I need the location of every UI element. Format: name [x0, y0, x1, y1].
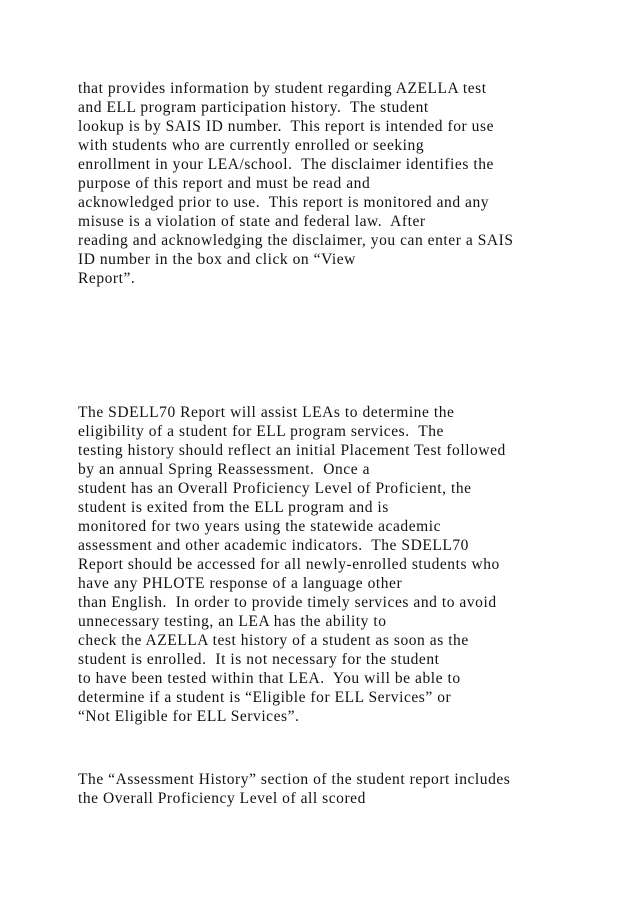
text-line: “Not Eligible for ELL Services”.	[78, 708, 300, 725]
text-line: misuse is a violation of state and federal law. After	[78, 213, 426, 230]
text-line: to have been tested within that LEA. You will be able to	[78, 670, 461, 687]
text-line: lookup is by SAIS ID number. This report is intended for use	[78, 118, 494, 135]
text-line: assessment and other academic indicators. The SDELL70	[78, 537, 469, 554]
text-line: by an annual Spring Reassessment. Once a	[78, 461, 371, 478]
text-line: that provides information by student regarding AZELLA test	[78, 80, 487, 97]
text-line: unnecessary testing, an LEA has the ability to	[78, 613, 387, 630]
text-line: check the AZELLA test history of a student as soon as the	[78, 632, 469, 649]
text-line: The SDELL70 Report will assist LEAs to determine the	[78, 404, 455, 421]
text-line: student is exited from the ELL program and is	[78, 499, 389, 516]
text-line: enrollment in your LEA/school. The disclaimer identifies the	[78, 156, 494, 173]
text-line: than English. In order to provide timely services and to avoid	[78, 594, 497, 611]
text-line: ID number in the box and click on “View	[78, 251, 356, 268]
text-line: Report should be accessed for all newly-enrolled students who	[78, 556, 500, 573]
text-line: student has an Overall Proficiency Level of Proficient, the	[78, 480, 472, 497]
text-line: the Overall Proficiency Level of all scored	[78, 790, 366, 807]
text-line: purpose of this report and must be read and	[78, 175, 371, 192]
paragraph-assessment-history	[78, 770, 618, 808]
text-line: testing history should reflect an initial Placement Test followed	[78, 442, 506, 459]
text-line: student is enrolled. It is not necessary for the student	[78, 651, 440, 668]
text-line: with students who are currently enrolled or seeking	[78, 137, 425, 154]
paragraph-report-lookup	[78, 79, 618, 288]
text-line: have any PHLOTE response of a language other	[78, 575, 403, 592]
text-line: monitored for two years using the statewide academic	[78, 518, 442, 535]
text-line: The “Assessment History” section of the student report includes	[78, 771, 511, 788]
text-line: Report”.	[78, 270, 136, 287]
text-line: determine if a student is “Eligible for ELL Services” or	[78, 689, 452, 706]
text-line: reading and acknowledging the disclaimer, you can enter a SAIS	[78, 232, 514, 249]
paragraph-sdell70-report	[78, 403, 618, 726]
text-line: acknowledged prior to use. This report is monitored and any	[78, 194, 490, 211]
text-line: and ELL program participation history. The student	[78, 99, 429, 116]
text-line: eligibility of a student for ELL program services. The	[78, 423, 444, 440]
